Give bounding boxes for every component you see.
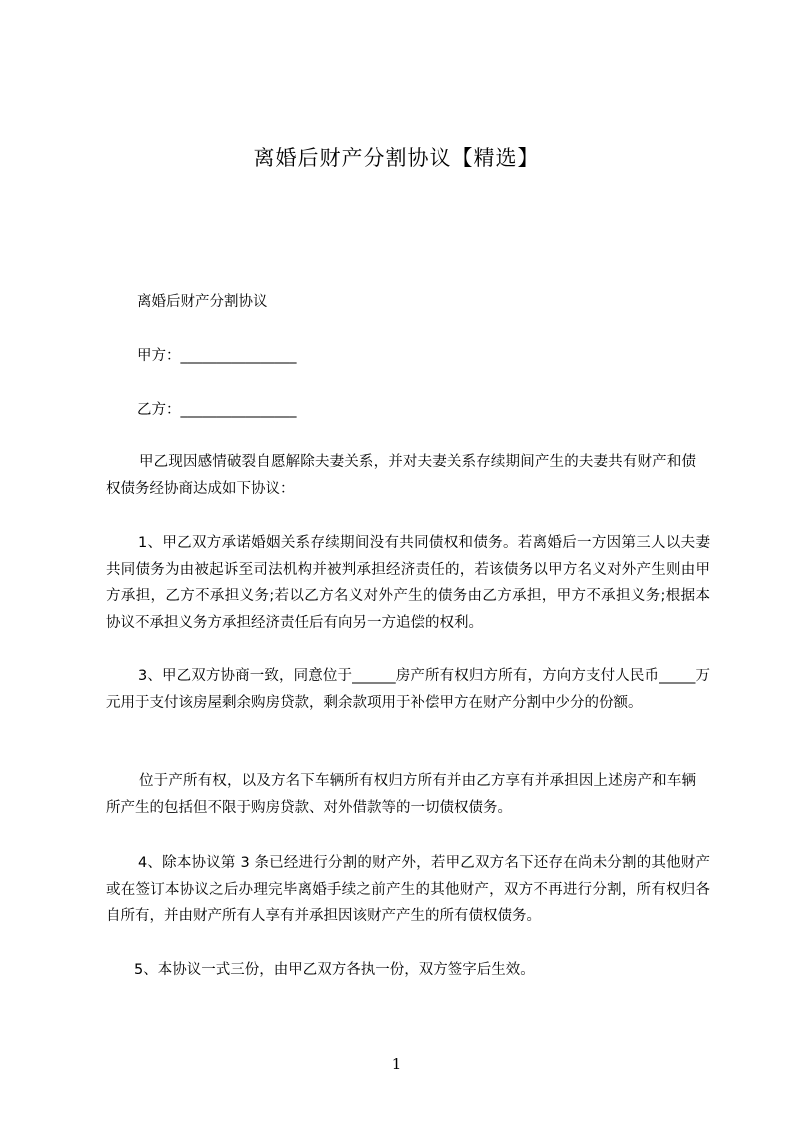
property-paragraph: 位于产所有权，以及方名下车辆所有权归方所有并由乙方享有并承担因上述房产和车辆所产生的包括但不限于购房贷款、对外借款等的一切债权债务。 xyxy=(106,773,696,816)
party-b-line: 乙方：________________ xyxy=(137,402,297,418)
clause-1-paragraph: 1、甲乙双方承诺婚姻关系存续期间没有共同债权和债务。若离婚后一方因第三人以夫妻共同债务为由被起诉至司法机构并被判承担经济责任的，若该债务以甲方名义对外产生则由甲方承担，乙方不承担义务;若以乙方名义对外产生的债务由乙方承担，甲方不承担义务;根据本协议不承担义务方承担经济责任后有向另一方追偿的权利。 xyxy=(106,535,710,631)
clause-3-paragraph: 3、甲乙双方协商一致，同意位于______房产所有权归方所有，方向方支付人民币_____万元用于支付该房屋剩余购房贷款，剩余款项用于补偿甲方在财产分割中少分的份额。 xyxy=(106,668,710,711)
intro-paragraph: 甲乙现因感情破裂自愿解除夫妻关系，并对夫妻关系存续期间产生的夫妻共有财产和债权债务经协商达成如下协议： xyxy=(106,454,696,497)
clause-5-paragraph: 5、本协议一式三份，由甲乙双方各执一份，双方签字后生效。 xyxy=(134,962,535,978)
document-title: 离婚后财产分割协议【精选】 xyxy=(253,146,540,170)
clause-4-paragraph: 4、除本协议第 3 条已经进行分割的财产外，若甲乙双方名下还存在尚未分割的其他财产或在签订本协议之后办理完毕离婚手续之前产生的其他财产，双方不再进行分割，所有权归各自所有，并由财产所有人享有并承担因该财产产生的所有债权债务。 xyxy=(106,855,710,924)
page-number: 1 xyxy=(391,1055,402,1073)
agreement-subtitle: 离婚后财产分割协议 xyxy=(137,294,268,310)
party-a-line: 甲方：________________ xyxy=(137,348,297,364)
